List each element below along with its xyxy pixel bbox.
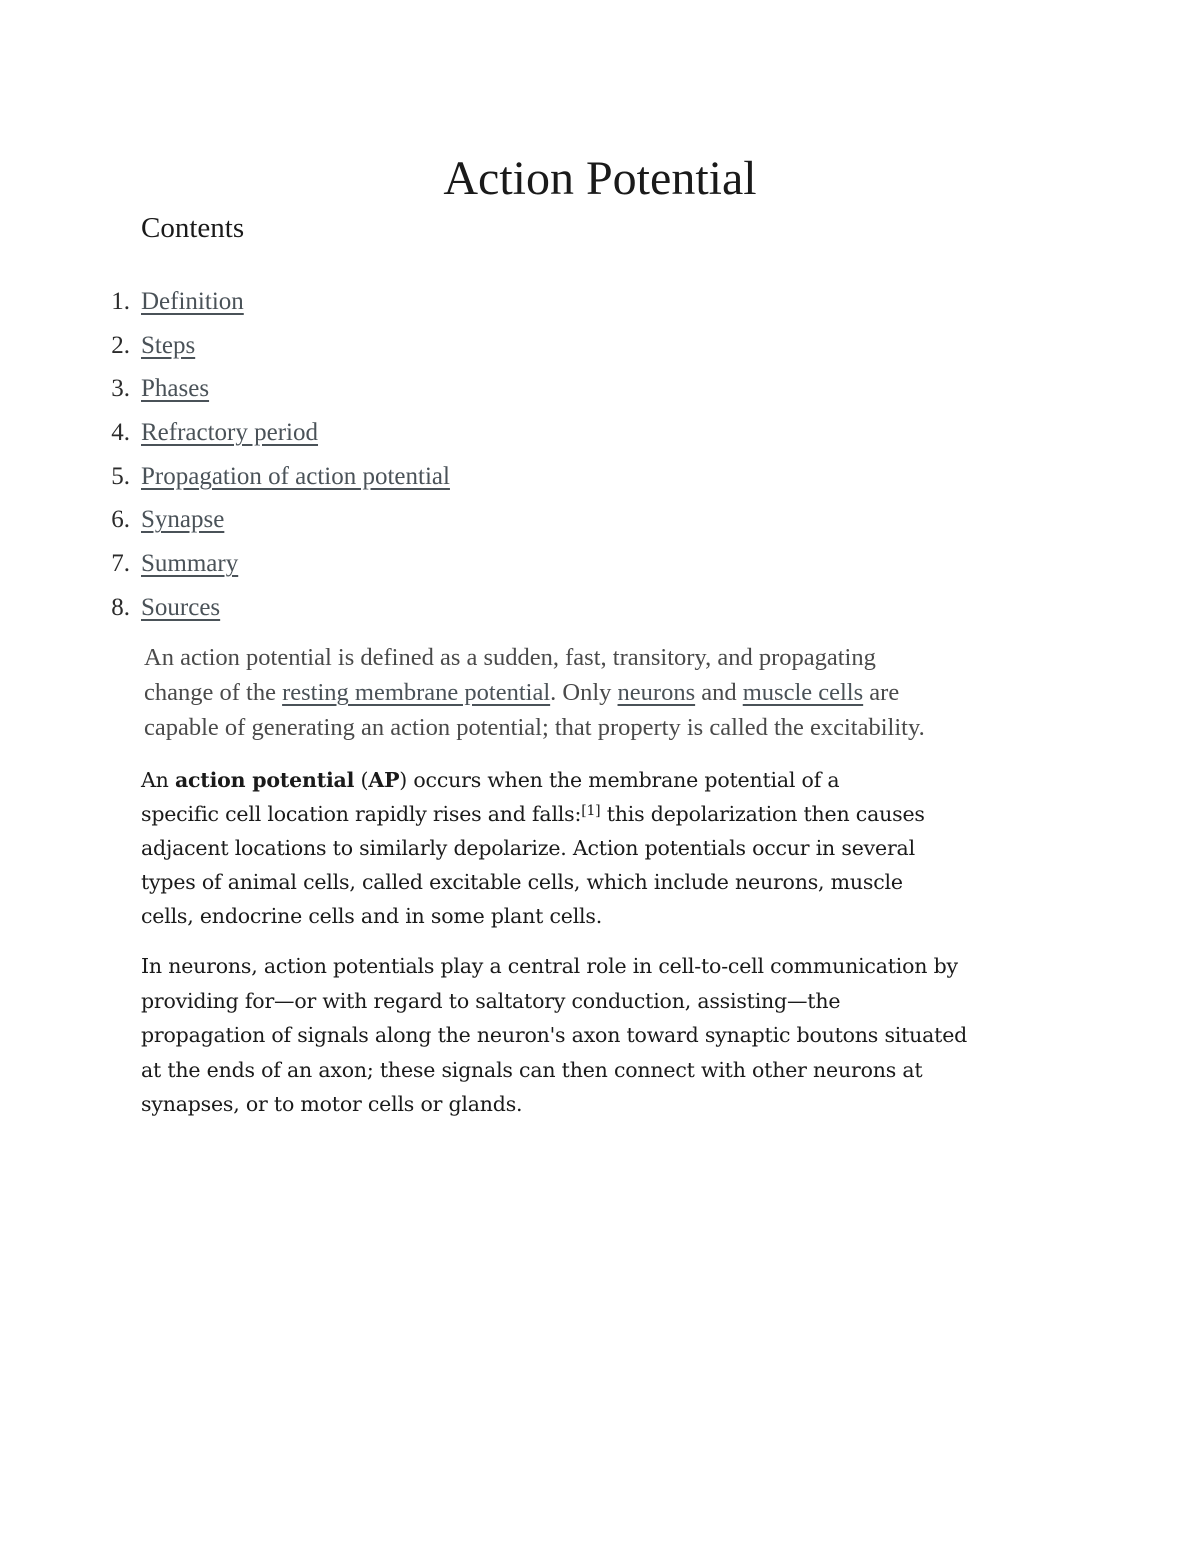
- toc-item-phases: [0, 370, 900, 414]
- link-resting-membrane-potential[interactable]: resting membrane potential: [282, 679, 551, 706]
- toc-item-propagation: [0, 458, 900, 502]
- text-run: . Only: [550, 679, 618, 706]
- ap-line: [141, 763, 1071, 797]
- toc-link-summary[interactable]: Summary: [141, 550, 239, 578]
- toc-number: 6.: [111, 506, 130, 534]
- toc-item-summary: [0, 545, 900, 589]
- text-run: are: [863, 679, 900, 706]
- definition-paragraph: [141, 640, 1071, 745]
- toc-number: 7.: [111, 550, 130, 578]
- toc-item-definition: [0, 283, 900, 327]
- toc-number: 5.: [111, 462, 130, 490]
- toc-link-synapse[interactable]: Synapse: [141, 506, 225, 534]
- text-run: this depolarization then causes: [600, 802, 925, 826]
- toc-link-refractory-period[interactable]: Refractory period: [141, 419, 319, 447]
- bold-term-action-potential: action potential: [174, 768, 355, 792]
- definition-line: An action potential is defined as a sudden, fast, transitory, and propagating: [144, 644, 876, 671]
- ap-line: [141, 797, 1071, 831]
- ap-line: types of animal cells, called excitable cells, which include neurons, muscle: [141, 870, 903, 894]
- ap-paragraph: [141, 763, 1071, 933]
- reference-marker[interactable]: [1]: [581, 803, 601, 819]
- page-title: Action Potential: [443, 152, 757, 205]
- neuron-paragraph: [141, 949, 1071, 1122]
- toc-number: 8.: [111, 593, 130, 621]
- neuron-line: synapses, or to motor cells or glands.: [141, 1092, 523, 1116]
- neuron-line: In neurons, action potentials play a central role in cell-to-cell communication by: [141, 954, 958, 978]
- toc-link-steps[interactable]: Steps: [141, 331, 196, 359]
- definition-line: capable of generating an action potential; that property is called the excitability.: [144, 714, 925, 741]
- neuron-line: providing for—or with regard to saltatory conduction, assisting—the: [141, 988, 841, 1013]
- contents-heading: Contents: [141, 212, 245, 244]
- toc-link-sources[interactable]: Sources: [141, 593, 221, 621]
- toc-number: 4.: [111, 419, 130, 447]
- toc-number: 1.: [111, 288, 130, 315]
- toc-link-propagation[interactable]: Propagation of action potential: [141, 462, 450, 490]
- toc-link-phases[interactable]: Phases: [141, 375, 210, 403]
- ap-line: cells, endocrine cells and in some plant cells.: [141, 904, 603, 928]
- text-run: ) occurs when the membrane potential of a: [399, 768, 840, 792]
- ap-line: adjacent locations to similarly depolarize. Action potentials occur in several: [141, 836, 915, 860]
- text-run: An: [141, 768, 175, 792]
- toc-number: 3.: [111, 375, 130, 403]
- definition-line: [141, 675, 1071, 710]
- toc-link-definition[interactable]: Definition: [141, 288, 244, 315]
- link-neurons[interactable]: neurons: [617, 679, 696, 706]
- link-muscle-cells[interactable]: muscle cells: [742, 679, 864, 706]
- text-run: change of the: [144, 679, 283, 706]
- toc-item-refractory-period: [0, 414, 900, 458]
- table-of-contents: [0, 283, 900, 633]
- toc-number: 2.: [111, 331, 130, 359]
- text-run: and: [695, 679, 743, 706]
- toc-item-steps: [0, 327, 900, 371]
- neuron-line: propagation of signals along the neuron's axon toward synaptic boutons situated: [141, 1023, 968, 1047]
- toc-item-synapse: [0, 501, 900, 545]
- text-run: (: [354, 768, 369, 792]
- bold-term-ap: AP: [368, 768, 400, 792]
- text-run: specific cell location rapidly rises and falls:: [141, 802, 582, 826]
- toc-item-sources: [0, 589, 900, 633]
- neuron-line: at the ends of an axon; these signals can then connect with other neurons at: [141, 1057, 923, 1082]
